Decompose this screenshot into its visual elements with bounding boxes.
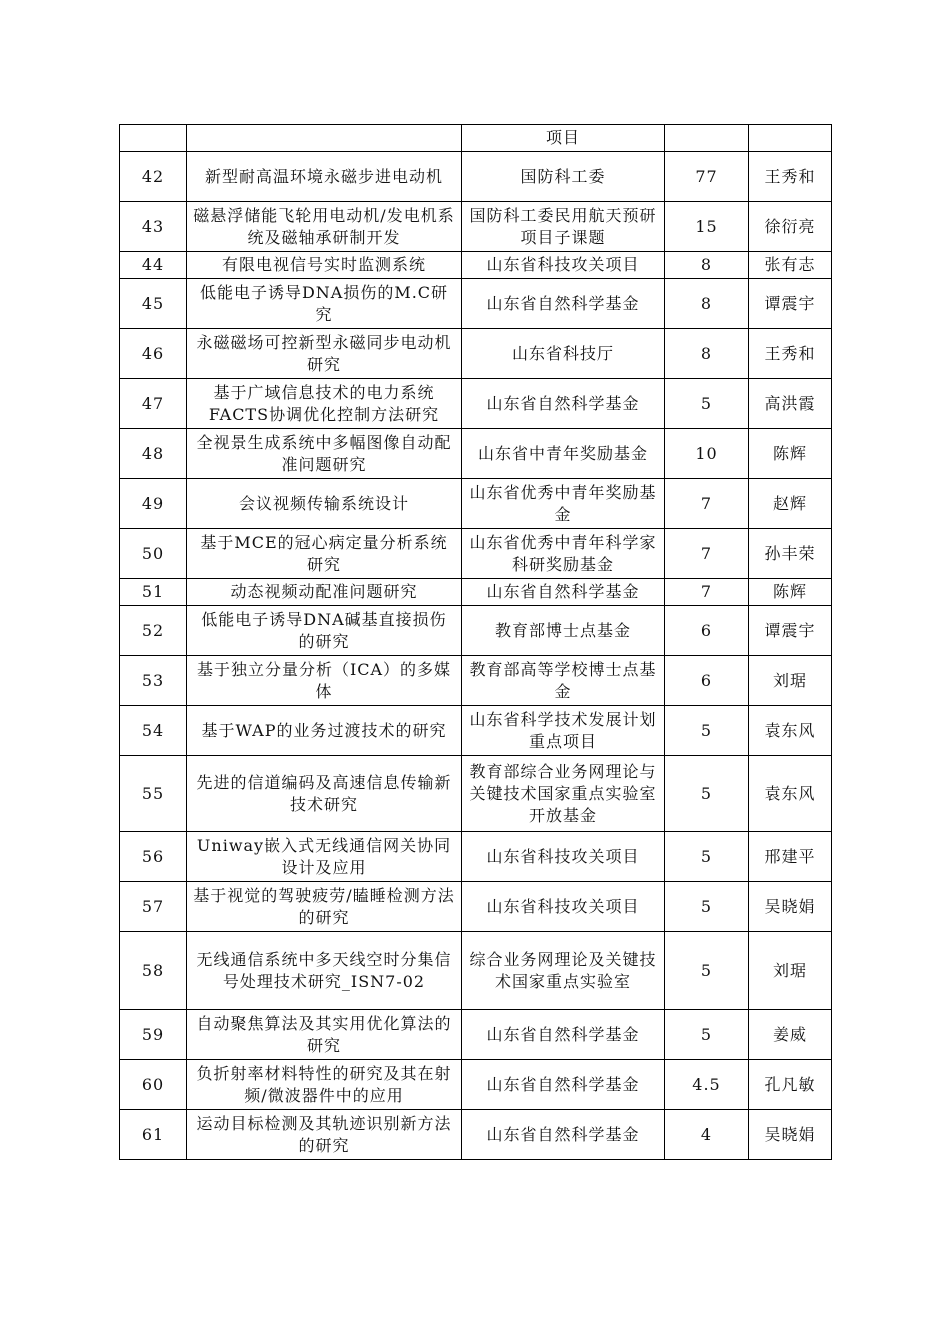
person-in-charge-cell: 姜威 xyxy=(749,1010,832,1060)
person-in-charge-cell: 王秀和 xyxy=(749,152,832,202)
funding-source-cell: 山东省自然科学基金 xyxy=(462,379,665,429)
cell xyxy=(749,125,832,152)
person-in-charge-cell: 邢建平 xyxy=(749,832,832,882)
table-row xyxy=(120,202,832,252)
table-row xyxy=(120,932,832,1010)
cell xyxy=(120,125,187,152)
table-row xyxy=(120,656,832,706)
project-title-cell: 自动聚焦算法及其实用优化算法的研究 xyxy=(187,1010,462,1060)
row-number-cell: 54 xyxy=(120,706,187,756)
person-in-charge-cell: 吴晓娟 xyxy=(749,1110,832,1160)
amount-cell: 7 xyxy=(665,479,749,529)
person-in-charge-cell: 赵辉 xyxy=(749,479,832,529)
amount-cell: 15 xyxy=(665,202,749,252)
project-title-cell: 基于独立分量分析（ICA）的多媒体 xyxy=(187,656,462,706)
row-number-cell: 51 xyxy=(120,579,187,606)
table-header-continuation-row xyxy=(120,125,832,152)
project-title-cell: Uniway嵌入式无线通信网关协同设计及应用 xyxy=(187,832,462,882)
table-row xyxy=(120,379,832,429)
amount-cell: 8 xyxy=(665,329,749,379)
table-row xyxy=(120,479,832,529)
person-in-charge-cell: 陈辉 xyxy=(749,429,832,479)
project-title-cell: 动态视频动配准问题研究 xyxy=(187,579,462,606)
project-title-cell: 负折射率材料特性的研究及其在射频/微波器件中的应用 xyxy=(187,1060,462,1110)
project-table xyxy=(119,124,832,1160)
funding-source-cell: 山东省科学技术发展计划重点项目 xyxy=(462,706,665,756)
person-in-charge-cell: 谭震宇 xyxy=(749,279,832,329)
amount-cell: 4 xyxy=(665,1110,749,1160)
row-number-cell: 46 xyxy=(120,329,187,379)
row-number-cell: 47 xyxy=(120,379,187,429)
project-title-cell: 先进的信道编码及高速信息传输新技术研究 xyxy=(187,756,462,832)
person-in-charge-cell: 高洪霞 xyxy=(749,379,832,429)
person-in-charge-cell: 孙丰荣 xyxy=(749,529,832,579)
row-number-cell: 57 xyxy=(120,882,187,932)
project-title-cell: 有限电视信号实时监测系统 xyxy=(187,252,462,279)
table-row xyxy=(120,1010,832,1060)
table-row xyxy=(120,756,832,832)
amount-cell: 5 xyxy=(665,882,749,932)
table-row xyxy=(120,1060,832,1110)
amount-cell: 6 xyxy=(665,606,749,656)
table-row xyxy=(120,252,832,279)
funding-source-cell: 山东省自然科学基金 xyxy=(462,279,665,329)
amount-cell: 4.5 xyxy=(665,1060,749,1110)
funding-source-cell: 山东省科技厅 xyxy=(462,329,665,379)
amount-cell: 7 xyxy=(665,579,749,606)
row-number-cell: 44 xyxy=(120,252,187,279)
person-in-charge-cell: 张有志 xyxy=(749,252,832,279)
row-number-cell: 42 xyxy=(120,152,187,202)
amount-cell: 8 xyxy=(665,252,749,279)
project-title-cell: 基于视觉的驾驶疲劳/瞌睡检测方法的研究 xyxy=(187,882,462,932)
amount-cell: 8 xyxy=(665,279,749,329)
project-title-cell: 磁悬浮储能飞轮用电动机/发电机系统及磁轴承研制开发 xyxy=(187,202,462,252)
person-in-charge-cell: 王秀和 xyxy=(749,329,832,379)
person-in-charge-cell: 袁东风 xyxy=(749,756,832,832)
amount-cell: 5 xyxy=(665,756,749,832)
table-row xyxy=(120,832,832,882)
project-title-cell: 基于广域信息技术的电力系统FACTS协调优化控制方法研究 xyxy=(187,379,462,429)
project-title-cell: 新型耐高温环境永磁步进电动机 xyxy=(187,152,462,202)
funding-source-cell: 教育部博士点基金 xyxy=(462,606,665,656)
amount-cell: 5 xyxy=(665,932,749,1010)
funding-source-cell: 山东省科技攻关项目 xyxy=(462,252,665,279)
funding-source-cell: 山东省自然科学基金 xyxy=(462,1010,665,1060)
row-number-cell: 45 xyxy=(120,279,187,329)
table-row xyxy=(120,706,832,756)
funding-source-cell: 综合业务网理论及关键技术国家重点实验室 xyxy=(462,932,665,1010)
row-number-cell: 55 xyxy=(120,756,187,832)
row-number-cell: 58 xyxy=(120,932,187,1010)
person-in-charge-cell: 吴晓娟 xyxy=(749,882,832,932)
person-in-charge-cell: 谭震宇 xyxy=(749,606,832,656)
amount-cell: 10 xyxy=(665,429,749,479)
amount-cell: 5 xyxy=(665,379,749,429)
table-row xyxy=(120,882,832,932)
table-row xyxy=(120,279,832,329)
person-in-charge-cell: 刘琚 xyxy=(749,656,832,706)
row-number-cell: 49 xyxy=(120,479,187,529)
funding-source-cell: 教育部综合业务网理论与关键技术国家重点实验室开放基金 xyxy=(462,756,665,832)
project-title-cell: 会议视频传输系统设计 xyxy=(187,479,462,529)
table-row xyxy=(120,579,832,606)
row-number-cell: 53 xyxy=(120,656,187,706)
project-title-cell: 低能电子诱导DNA碱基直接损伤的研究 xyxy=(187,606,462,656)
table-row xyxy=(120,152,832,202)
amount-cell: 7 xyxy=(665,529,749,579)
row-number-cell: 60 xyxy=(120,1060,187,1110)
cell: 项目 xyxy=(462,125,665,152)
project-title-cell: 基于WAP的业务过渡技术的研究 xyxy=(187,706,462,756)
person-in-charge-cell: 袁东风 xyxy=(749,706,832,756)
project-title-cell: 全视景生成系统中多幅图像自动配准问题研究 xyxy=(187,429,462,479)
row-number-cell: 59 xyxy=(120,1010,187,1060)
row-number-cell: 50 xyxy=(120,529,187,579)
row-number-cell: 52 xyxy=(120,606,187,656)
funding-source-cell: 国防科工委 xyxy=(462,152,665,202)
cell xyxy=(665,125,749,152)
funding-source-cell: 山东省优秀中青年奖励基金 xyxy=(462,479,665,529)
person-in-charge-cell: 陈辉 xyxy=(749,579,832,606)
amount-cell: 5 xyxy=(665,1010,749,1060)
funding-source-cell: 山东省科技攻关项目 xyxy=(462,882,665,932)
person-in-charge-cell: 徐衍亮 xyxy=(749,202,832,252)
table-row xyxy=(120,429,832,479)
table-row xyxy=(120,529,832,579)
project-title-cell: 无线通信系统中多天线空时分集信号处理技术研究_ISN7-02 xyxy=(187,932,462,1010)
project-title-cell: 永磁磁场可控新型永磁同步电动机研究 xyxy=(187,329,462,379)
funding-source-cell: 山东省自然科学基金 xyxy=(462,579,665,606)
project-title-cell: 基于MCE的冠心病定量分析系统研究 xyxy=(187,529,462,579)
project-title-cell: 运动目标检测及其轨迹识别新方法的研究 xyxy=(187,1110,462,1160)
amount-cell: 77 xyxy=(665,152,749,202)
funding-source-cell: 山东省科技攻关项目 xyxy=(462,832,665,882)
row-number-cell: 61 xyxy=(120,1110,187,1160)
row-number-cell: 48 xyxy=(120,429,187,479)
person-in-charge-cell: 刘琚 xyxy=(749,932,832,1010)
amount-cell: 5 xyxy=(665,706,749,756)
table-row xyxy=(120,329,832,379)
cell xyxy=(187,125,462,152)
funding-source-cell: 山东省中青年奖励基金 xyxy=(462,429,665,479)
row-number-cell: 56 xyxy=(120,832,187,882)
funding-source-cell: 山东省优秀中青年科学家科研奖励基金 xyxy=(462,529,665,579)
project-title-cell: 低能电子诱导DNA损伤的M.C研究 xyxy=(187,279,462,329)
funding-source-cell: 教育部高等学校博士点基金 xyxy=(462,656,665,706)
funding-source-cell: 山东省自然科学基金 xyxy=(462,1110,665,1160)
amount-cell: 5 xyxy=(665,832,749,882)
table-row xyxy=(120,606,832,656)
funding-source-cell: 山东省自然科学基金 xyxy=(462,1060,665,1110)
person-in-charge-cell: 孔凡敏 xyxy=(749,1060,832,1110)
row-number-cell: 43 xyxy=(120,202,187,252)
funding-source-cell: 国防科工委民用航天预研项目子课题 xyxy=(462,202,665,252)
amount-cell: 6 xyxy=(665,656,749,706)
table-row xyxy=(120,1110,832,1160)
